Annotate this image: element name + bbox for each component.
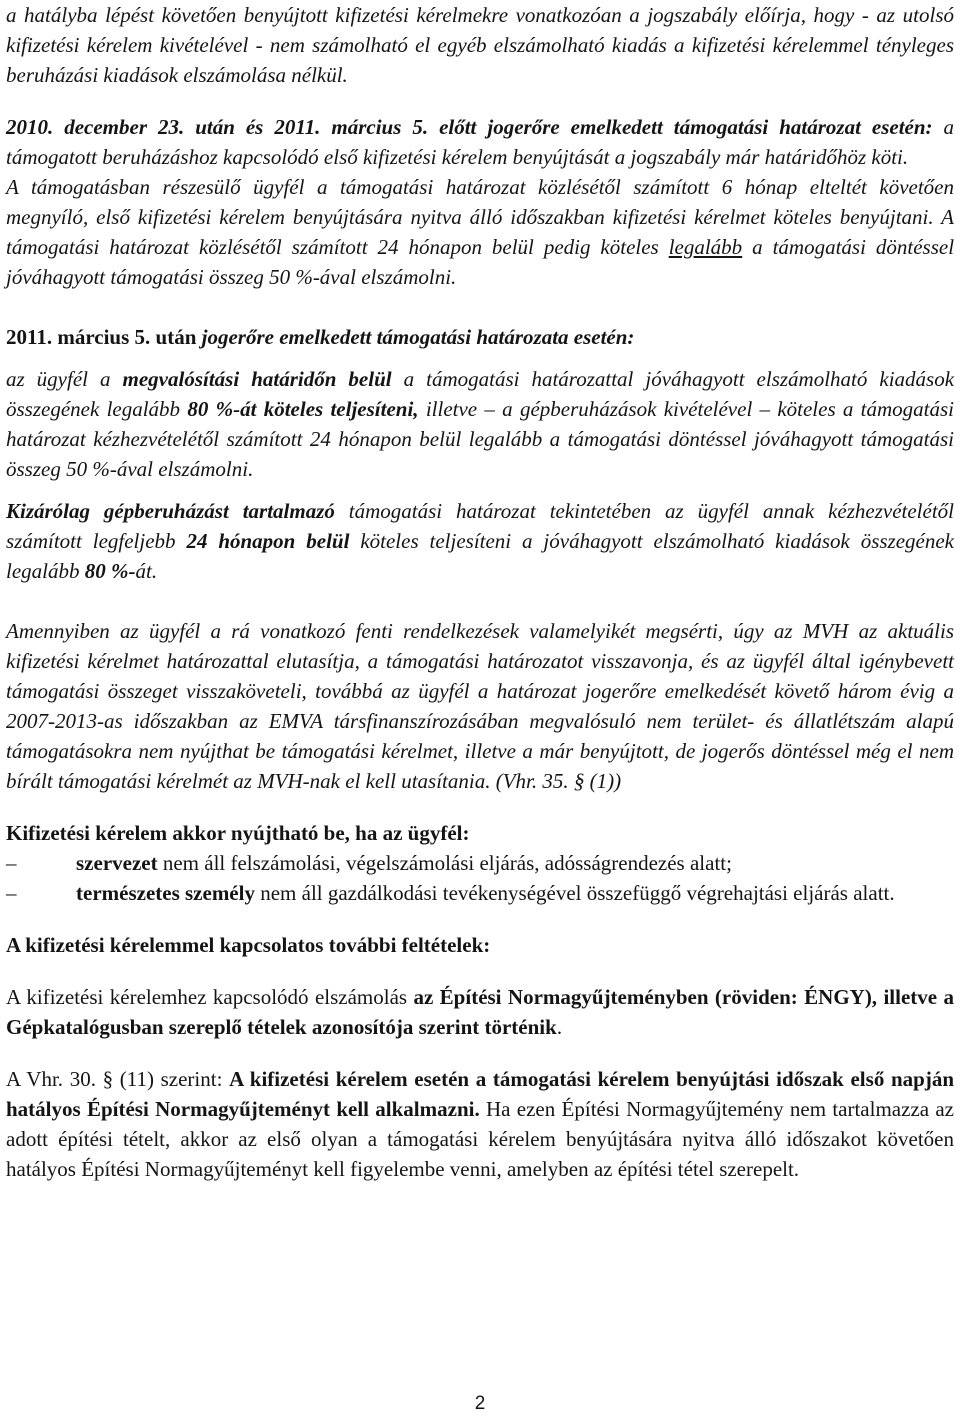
p5-part-a: az ügyfél a <box>6 367 111 391</box>
dash-bullet: – <box>6 851 17 875</box>
paragraph-2010-rule <box>6 112 954 172</box>
list-item-term: szervezet <box>76 851 158 875</box>
paragraph-6-month-rule <box>6 172 954 292</box>
page-number: 2 <box>474 1393 486 1414</box>
p6-machine-only: Kizárólag gépberuházást tartalmazó <box>6 499 335 523</box>
p8-part-a: A kifizetési kérelemhez kapcsolódó elszámolás <box>6 985 408 1009</box>
list-item-term: természetes személy <box>76 881 255 905</box>
p6-part-d: köteles teljesíteni a jóváhagyott elszámolható kiadások összegének legalább <box>6 529 955 583</box>
heading-eligibility-text: Kifizetési kérelem akkor nyújtható be, ha az ügyfél: <box>6 821 470 845</box>
paragraph-machine-investment <box>6 496 954 586</box>
p5-part-e: illetve – a gépberuházások kivételével – köteles a támogatási határozat kézhezvételétől számított 24 hónapon belül legalább a támogatási döntéssel jóváhagyott támogatási összeg 50 %-ával elszámolni. <box>6 397 955 481</box>
paragraph-80-percent <box>6 364 954 484</box>
p9-tail: Ha ezen Építési Normagyűjtemény nem tartalmazza az adott építési tételt, akkor az első olyan a támogatási kérelem benyújtására nyitva álló időszakot követően hatályos Építési Normagyűjteményt kell figyelembe venni, amelyben az építési tétel szerepelt. <box>6 1097 955 1181</box>
p6-24-months: 24 hónapon belül <box>186 529 350 553</box>
eligibility-list <box>6 848 954 908</box>
p8-period: . <box>556 1015 563 1039</box>
paragraph-sanctions-text: Amennyiben az ügyfél a rá vonatkozó fenti rendelkezések valamelyikét megsérti, úgy az MVH az aktuális kifizetési kérelmet határozattal elutasítja, a támogatási határozatot visszavonja, és az ügyfél által igénybevett támogatási összeget visszaköveteli, továbbá az ügyfél a határozat jogerőre emelkedését követő három évig a 2007-2013-as időszakban az EMVA társfinanszírozásában megvalósuló nem terület- és állatlétszám alapú támogatásokra nem nyújthat be támogatási kérelmet, illetve a már benyújtott, de jogerős döntéssel még el nem bírált támogatási kérelmét az MVH-nak el kell utasítania. (Vhr. 35. § (1)) <box>6 619 954 793</box>
heading-2011-text: jogerőre emelkedett támogatási határozata esetén: <box>201 325 635 349</box>
p6-part-b: támogatási határozat tekintetében az ügyfél annak kézhezvételétől számított legfeljebb <box>6 499 955 553</box>
list-item-text: nem áll gazdálkodási tevékenységével összefüggő végrehajtási eljárás alatt. <box>260 881 895 905</box>
paragraph-intro <box>6 0 954 90</box>
dash-bullet: – <box>6 881 17 905</box>
paragraph-6-month-tail: a támogatási döntéssel jóváhagyott támogatási összeg 50 %-ával elszámolni. <box>6 235 955 289</box>
heading-2011-date: 2011. március 5. után <box>6 325 197 349</box>
heading-2011-rule <box>6 322 954 352</box>
p9-citation: A Vhr. 30. § (11) szerint: <box>6 1067 223 1091</box>
heading-further-conditions <box>6 930 954 960</box>
list-item <box>6 848 954 878</box>
heading-eligibility <box>6 818 954 848</box>
p5-deadline: megvalósítási határidőn belül <box>122 367 392 391</box>
p5-80-percent: 80 %-át köteles teljesíteni, <box>187 397 419 421</box>
list-item-text: nem áll felszámolási, végelszámolási eljárás, adósságrendezés alatt; <box>162 851 732 875</box>
p9-rule: A kifizetési kérelem esetén a támogatási kérelem benyújtási időszak első napján hatályos Építési Normagyűjteményt kell alkalmazni. <box>6 1067 955 1121</box>
paragraph-2010-heading: 2010. december 23. után és 2011. március 5. előtt jogerőre emelkedett támogatási határozat esetén: <box>6 115 933 139</box>
paragraph-2010-body: a támogatott beruházáshoz kapcsolódó első kifizetési kérelem benyújtását a jogszabály már határidőhöz köti. <box>6 115 954 169</box>
list-item <box>6 878 954 908</box>
paragraph-6-month-text: A támogatásban részesülő ügyfél a támogatási határozat közlésétől számított 6 hónap elteltét követően megnyíló, első kifizetési kérelem benyújtására nyitva álló időszakban kifizetési kérelmet köteles benyújtani. A támogatási határozat közlésétől számított 24 hónapon belül pedig köteles <box>6 175 954 259</box>
document-page <box>6 0 954 1184</box>
underlined-legalabb: legalább <box>668 235 743 259</box>
p6-80-percent: 80 %- <box>84 559 136 583</box>
p6-tail: át. <box>135 559 158 583</box>
paragraph-engy <box>6 982 954 1042</box>
heading-further-conditions-text: A kifizetési kérelemmel kapcsolatos további feltételek: <box>6 933 491 957</box>
paragraph-sanctions <box>6 616 954 796</box>
paragraph-vhr-30 <box>6 1064 954 1184</box>
p8-engy-reference: az Építési Normagyűjteményben (röviden: ÉNGY), illetve a Gépkatalógusban szereplő tételek azonosítója szerint történik <box>6 985 954 1039</box>
paragraph-intro-text: a hatályba lépést követően benyújtott kifizetési kérelmekre vonatkozóan a jogszabály előírja, hogy - az utolsó kifizetési kérelem kivételével - nem számolható el egyéb elszámolható kiadás a kifizetési kérelemmel tényleges beruházási kiadások elszámolása nélkül. <box>6 3 954 87</box>
p5-part-c: a támogatási határozattal jóváhagyott elszámolható kiadások összegének legalább <box>6 367 955 421</box>
